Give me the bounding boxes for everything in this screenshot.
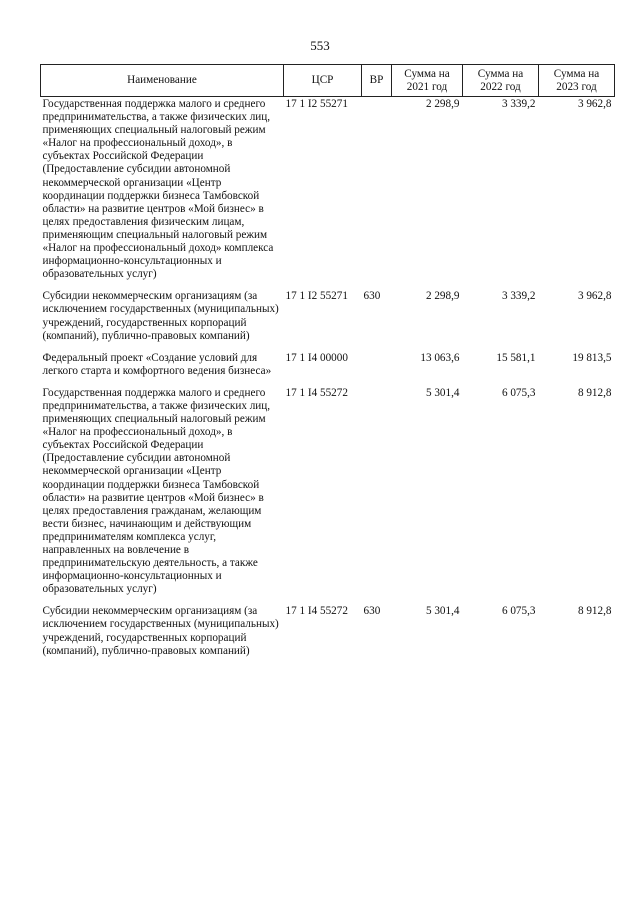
row-sum-2022: 3 339,2: [501, 290, 536, 303]
table-row: [41, 289, 615, 350]
row-name: Субсидии некоммерческим организациям (за исключением государственных (муниципальных) учреждений, государственных корпораций (компаний), публично-правовых компаний): [42, 290, 279, 342]
table-row: [41, 351, 615, 386]
header-csr: ЦСР: [284, 65, 362, 97]
header-sum-2021-line1: Сумма на: [404, 68, 450, 80]
header-sum-2021-line2: 2021 год: [406, 80, 448, 93]
table-header: [41, 65, 615, 97]
row-vr: [362, 97, 392, 290]
row-csr: 17 1 I2 55271: [285, 98, 348, 110]
row-sum-2022: 15 581,1: [496, 351, 536, 364]
row-sum-2023: 3 962,8: [577, 98, 612, 110]
row-name: Федеральный проект «Создание условий для легкого старта и комфортного ведения бизнеса»: [42, 351, 272, 377]
row-vr: 630: [363, 605, 381, 618]
header-sum-2023-line2: 2023 год: [556, 80, 597, 93]
row-csr: 17 1 I4 55272: [285, 605, 348, 618]
row-csr: 17 1 I4 00000: [285, 351, 348, 364]
header-sum-2022-line1: Сумма на: [477, 68, 524, 80]
header-sum-2022: [463, 65, 539, 97]
table-row: [41, 386, 615, 605]
row-sum-2021: 2 298,9: [425, 290, 460, 303]
row-name: Государственная поддержка малого и среднего предпринимательства, а также физических лиц, применяющих специальный налоговый режим «Налог на профессиональный доход», в субъектах Российской Федерации (Предоставление субсидии автономной некоммерческой организации «Центр координации поддержки бизнеса Тамбовской области» на развитие центров «Мой бизнес» в целях предоставления физическим лицам, применяющим специальный налоговый режим «Налог на профессиональный доход» комплекса информационно-консультационных и образовательных услуг): [42, 98, 274, 281]
header-sum-2023: [539, 65, 615, 97]
table-row: [41, 604, 615, 665]
row-sum-2021: 5 301,4: [425, 386, 460, 399]
table-body: [41, 97, 615, 666]
row-name: Государственная поддержка малого и среднего предпринимательства, а также физических лиц, применяющих специальный налоговый режим «Налог на профессиональный доход», в субъектах Российской Федерации (Предоставление субсидии автономной некоммерческой организации «Центр координации поддержки бизнеса Тамбовской области» на развитие центров «Мой бизнес» в целях предоставления гражданам, желающим вести бизнес, начинающим и действующим предпринимателям комплекса услуг, направленных на вовлечение в предпринимательскую деятельность, а также информационно-консультационных и образовательных услуг): [42, 386, 271, 596]
header-row: [41, 65, 615, 97]
row-sum-2023: 8 912,8: [577, 605, 612, 618]
row-sum-2021: 2 298,9: [425, 98, 460, 110]
header-name: Наименование: [41, 65, 284, 97]
table-row: [41, 97, 615, 290]
row-sum-2022: 6 075,3: [501, 386, 536, 399]
row-csr: 17 1 I4 55272: [285, 386, 348, 399]
row-csr: 17 1 I2 55271: [285, 290, 348, 303]
row-name: Субсидии некоммерческим организациям (за исключением государственных (муниципальных) учреждений, государственных корпораций (компаний), публично-правовых компаний): [42, 605, 279, 657]
row-vr: [362, 351, 392, 386]
budget-table: [40, 64, 615, 666]
row-sum-2023: 19 813,5: [572, 351, 612, 364]
row-sum-2021: 5 301,4: [425, 605, 460, 618]
header-sum-2023-line1: Сумма на: [553, 68, 600, 80]
page-number: 553: [310, 38, 330, 53]
header-sum-2021: [392, 65, 463, 97]
row-sum-2023: 8 912,8: [577, 386, 612, 399]
header-sum-2022-line2: 2022 год: [480, 80, 521, 93]
header-vr: ВР: [362, 65, 392, 97]
row-vr: [362, 386, 392, 605]
row-sum-2022: 6 075,3: [501, 605, 536, 618]
row-sum-2022: 3 339,2: [501, 98, 536, 110]
row-vr: 630: [363, 290, 381, 303]
row-sum-2021: 13 063,6: [420, 351, 460, 364]
row-sum-2023: 3 962,8: [577, 290, 612, 303]
